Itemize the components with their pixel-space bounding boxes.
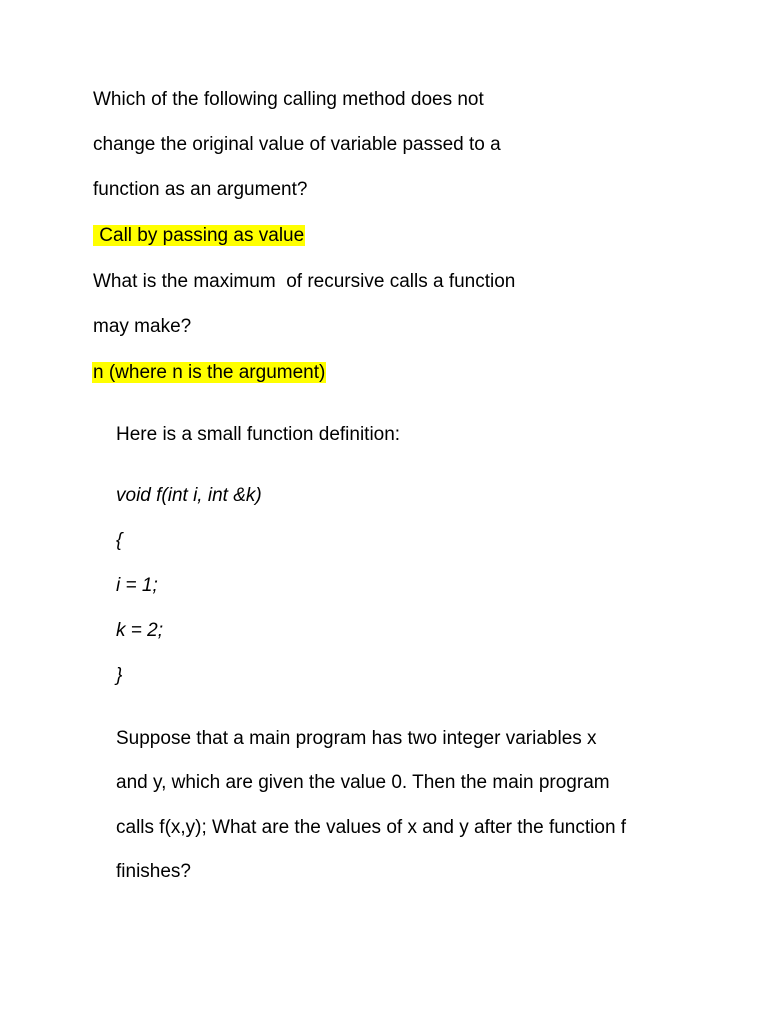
- question-1-line-2: change the original value of variable passed to a: [93, 134, 501, 155]
- answer-1-highlight: Call by passing as value: [94, 225, 305, 246]
- question-3-line-4: finishes?: [116, 861, 191, 882]
- question-2-line-2: may make?: [93, 316, 192, 337]
- question-3-line-1: Suppose that a main program has two integer variables x: [116, 728, 597, 749]
- question-3-line-2: and y, which are given the value 0. Then the main program: [116, 772, 610, 793]
- question-1-line-3: function as an argument?: [93, 179, 308, 200]
- code-line-2: {: [116, 530, 123, 551]
- question-2-line-1: What is the maximum of recursive calls a function: [93, 271, 516, 292]
- question-3-line-3: calls f(x,y); What are the values of x and y after the function f: [116, 817, 627, 838]
- code-line-3: i = 1;: [116, 575, 158, 596]
- question-1-line-1: Which of the following calling method does not: [93, 89, 484, 110]
- answer-1: [93, 225, 305, 247]
- code-line-1: void f(int i, int &k): [116, 485, 262, 506]
- answer-2-highlight: n (where n is the argument): [93, 362, 326, 383]
- code-line-5: }: [116, 665, 123, 686]
- code-line-4: k = 2;: [116, 620, 163, 641]
- answer-2: [92, 362, 326, 384]
- question-3-intro: Here is a small function definition:: [116, 424, 401, 445]
